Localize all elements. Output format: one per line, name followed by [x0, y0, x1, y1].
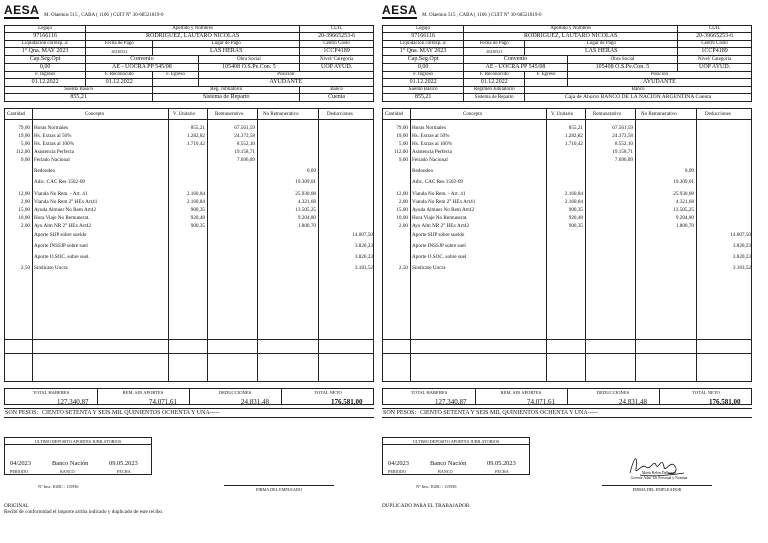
cell-norem: 0,09 [684, 168, 694, 174]
concept-row [5, 206, 373, 214]
amount-in-words [382, 408, 752, 418]
label-regimen: Reg. Jubilatorio [153, 87, 300, 94]
concept-row [383, 148, 751, 156]
cell-unit: 855,21 [190, 125, 205, 131]
cell-concept: Asistencia Perfecta [412, 149, 452, 155]
concept-row [5, 148, 373, 156]
concepts-table [382, 108, 752, 382]
cell-qty: 112,00 [393, 149, 408, 155]
concept-row [383, 124, 751, 132]
cell-qty: 2,00 [398, 223, 408, 229]
cell-unit: 2.160,84 [186, 191, 205, 197]
cell-rem: 7.696,89 [236, 157, 255, 163]
concepts-header [5, 109, 373, 120]
deposit-fecha: 09.05.2023 [487, 460, 516, 467]
cell-qty: 2,50 [398, 265, 408, 271]
cell-ded: 3.820,23 [354, 254, 373, 260]
concept-row [5, 190, 373, 198]
cell-qty: 12,00 [396, 191, 408, 197]
son-pesos-text: CIENTO SETENTA Y SEIS MIL QUINIENTOS OCHENTA Y UNA----- [420, 410, 598, 416]
cell-qty: 5,00 [398, 141, 408, 147]
fecha-pago-value: 20230521 [86, 48, 153, 56]
deposit-periodo: 04/2023 [388, 460, 409, 467]
cell-concept: Aporte O.SOC. sobre suel. [412, 254, 468, 260]
deposit-banco: Banco Nación [430, 460, 467, 467]
cell-norem: 9.204,80 [675, 215, 694, 221]
ingreso-value: 01.12.2022 [5, 79, 86, 87]
convenio-label: Convenio [86, 56, 198, 64]
convenio-label: Convenio [464, 56, 568, 64]
label-ingreso: F. Ingreso [383, 72, 464, 79]
son-pesos-text: CIENTO SETENTA Y SEIS MIL QUINIENTOS OCHENTA Y UNA----- [42, 410, 220, 416]
cell-concept: Aporte INSSJP sobre suel [412, 243, 466, 249]
concept-row [383, 198, 751, 206]
cell-qty: 9,00 [398, 157, 408, 163]
cell-norem: 25.930,08 [295, 191, 316, 197]
label-egreso: F. Egreso [153, 72, 198, 79]
concept-row [383, 156, 751, 164]
deposit-banco-label: BANCO [438, 469, 453, 474]
posicion-value: AYUDANTE [567, 79, 751, 87]
cell-rem: 8.552,10 [236, 141, 255, 147]
cell-rem: 7.696,89 [614, 157, 633, 163]
legajo-value: 97166116 [5, 33, 86, 41]
cell-concept: Hs. Extras al 100% [412, 141, 453, 147]
cell-norem: 19.309,01 [673, 179, 694, 185]
cell-unit: 900,35 [190, 207, 205, 213]
concept-row [5, 198, 373, 206]
cell-qty: 5,00 [20, 141, 30, 147]
rem-sin-aportes-value: 74.071,61 [149, 398, 177, 406]
totals-box [382, 388, 752, 405]
concept-row [5, 178, 373, 186]
col-remunerativo: Remunerativo [593, 112, 622, 117]
cell-concept: Redondeo [34, 168, 56, 174]
cell-rem: 19.158,71 [234, 149, 255, 155]
cell-qty: 19,00 [396, 133, 408, 139]
cell-concept: Horas Normales [412, 125, 446, 131]
cell-concept: Adic. CAC Res 1502-09 [34, 179, 86, 185]
col-concepto: Concepto [463, 112, 483, 117]
col-deducciones: Deducciones [327, 112, 353, 117]
inscription-number: N° Insc. IGRC : 115936 [416, 484, 457, 489]
deposit-periodo-label: PERIODO [388, 469, 407, 474]
deposit-periodo: 04/2023 [10, 460, 31, 467]
employee-signature-line: FIRMA DEL EMPLEADO [224, 485, 334, 492]
lugar-value: LAS HERAS [525, 48, 678, 56]
inscription-number: N° Insc. IGRC : 115936 [38, 484, 79, 489]
cell-concept: Ayuda Almuer No Rem Art42 [412, 207, 475, 213]
cell-unit: 920,48 [568, 215, 583, 221]
cell-qty: 112,00 [15, 149, 30, 155]
label-nivel: Nivel/ Categoria [678, 56, 752, 64]
cell-qty: 15,00 [396, 207, 408, 213]
label-legajo: Legajo [383, 26, 464, 33]
deposit-banco: Banco Nación [52, 460, 89, 467]
receipt-header [4, 4, 374, 26]
concept-row [383, 264, 751, 272]
obra-social-value: 105408 O.S.Pe.Con. 5 [198, 64, 300, 72]
total-haberes-label: TOTAL HABERES [32, 390, 70, 395]
cell-ded: 3.820,23 [732, 243, 751, 249]
cell-qty: 79,00 [18, 125, 30, 131]
total-neto-label: TOTAL NETO [692, 390, 720, 395]
original-footer [4, 503, 163, 515]
employee-info-table [382, 25, 752, 102]
total-neto-value: 176.581,00 [331, 398, 363, 406]
cell-qty: 2,50 [20, 265, 30, 271]
cell-qty: 12,00 [18, 191, 30, 197]
duplicate-label: DUPLICADO PARA EL TRABAJADOR [382, 503, 470, 509]
cap-value: 0,00 [383, 64, 464, 72]
regimen-value: Sistema de Reparto [464, 94, 525, 102]
cell-rem: 24.373,58 [612, 133, 633, 139]
label-cuil: CUIL [678, 26, 752, 33]
duplicate-footer [382, 503, 469, 509]
deposit-banco-label: BANCO [60, 469, 75, 474]
cell-unit: 1.710,42 [186, 141, 205, 147]
cell-unit: 900,35 [190, 223, 205, 229]
deposit-title: ULTIMO DEPOSITO APORTES JUBILATORIOS [5, 438, 151, 445]
concept-row [383, 140, 751, 148]
cell-concept: Vianda No Rem. - Art. 41 [412, 191, 466, 197]
ingreso-value: 01.12.2022 [383, 79, 464, 87]
label-ingreso: F. Ingreso [5, 72, 86, 79]
rem-sin-aportes-label: REM. SIN APORTES [500, 390, 542, 395]
cell-concept: Feriado Nacional [412, 157, 448, 163]
periodo-value: 1° Qna. MAY 2023 [5, 48, 86, 56]
obra-social-value: 105408 O.S.Pe.Con. 5 [567, 64, 678, 72]
cell-norem: 25.930,08 [673, 191, 694, 197]
cell-qty: 9,00 [20, 157, 30, 163]
legajo-value: 97166116 [383, 33, 464, 41]
cell-concept: Sindicato Uocra [34, 265, 68, 271]
receipt-duplicate [382, 0, 752, 543]
deducciones-value: 24.831,48 [619, 398, 647, 406]
cell-qty: 10,00 [396, 215, 408, 221]
rem-sin-aportes-label: REM. SIN APORTES [122, 390, 164, 395]
cell-qty: 10,00 [18, 215, 30, 221]
cell-norem: 1.800,70 [675, 223, 694, 229]
amount-in-words [4, 408, 374, 418]
col-cantidad: Cantidad [385, 112, 404, 117]
cell-unit: 900,35 [568, 223, 583, 229]
label-nombre: Apellido y Nombres [464, 26, 678, 33]
label-obra-social: Obra Social [567, 56, 678, 64]
cell-concept: Hora Viaje No Remunerat. [412, 215, 468, 221]
company-address: M. Olaemus 515 , CABA ( 1106 ) CUIT N° 30-68521819-0 [44, 13, 164, 18]
deposit-title: ULTIMO DEPOSITO APORTES JUBILATORIOS [383, 438, 529, 445]
egreso-value [153, 79, 198, 87]
label-fecha-pago: Fecha de Pago [86, 41, 153, 48]
concept-row [5, 124, 373, 132]
concept-row [383, 206, 751, 214]
label-banco: Banco [300, 87, 374, 94]
sueldo-value: 855,21 [383, 94, 464, 102]
cap-label: Cap.Seg.Opt [5, 56, 86, 64]
cell-concept: Aporte INSSJP sobre suel [34, 243, 88, 249]
concept-row [383, 222, 751, 230]
col-no-remunerativo: No Remunerativo [263, 112, 299, 117]
concept-row [383, 231, 751, 239]
cap-value: 0,00 [5, 64, 86, 72]
cell-rem: 19.158,71 [612, 149, 633, 155]
cell-qty: 15,00 [18, 207, 30, 213]
original-label: ORIGINAL [4, 503, 30, 509]
deducciones-label: DEDUCCIONES [596, 390, 630, 395]
receipt-original [4, 0, 374, 543]
cell-concept: Hs. Extras al 50% [412, 133, 450, 139]
cell-ded: 3.183,52 [732, 265, 751, 271]
cell-concept: Ayuda Almuer No Rem Art42 [34, 207, 97, 213]
cell-qty: 19,00 [18, 133, 30, 139]
cell-qty: 2,00 [398, 199, 408, 205]
cap-label: Cap.Seg.Opt [383, 56, 464, 64]
label-liquidacion: Liquidación corresp. a: [5, 41, 86, 48]
reconocido-value: 01.12.2022 [464, 79, 525, 87]
employee-info-table [4, 25, 374, 102]
cell-unit: 1.282,82 [564, 133, 583, 139]
col-unitario: V. Unitario [551, 112, 574, 117]
son-pesos-label: SON PESOS: [383, 410, 417, 416]
label-centro-costo: Centro Costo [300, 41, 374, 48]
label-fecha-pago: Fecha de Pago [464, 41, 525, 48]
col-no-remunerativo: No Remunerativo [641, 112, 677, 117]
cell-norem: 13.505,25 [673, 207, 694, 213]
cell-unit: 1.710,42 [564, 141, 583, 147]
cell-concept: Vianda No Rem. - Art. 41 [34, 191, 88, 197]
nivel-value: UOP AYUD. [300, 64, 374, 72]
concepts-table [4, 108, 374, 382]
concept-row [5, 264, 373, 272]
concept-row [5, 156, 373, 164]
deposit-periodo-label: PERIODO [10, 469, 29, 474]
banco-value: Cuenta [300, 94, 374, 102]
label-centro-costo: Centro Costo [678, 41, 752, 48]
col-cantidad: Cantidad [7, 112, 26, 117]
cell-concept: Hs. Extras al 100% [34, 141, 75, 147]
label-legajo: Legajo [5, 26, 86, 33]
company-address: M. Olaemus 515 , CABA ( 1106 ) CUIT N° 30-68521819-0 [422, 13, 542, 18]
sueldo-value: 855,21 [5, 94, 153, 102]
signer-name: Marta Belen Dalbosco [641, 471, 677, 475]
col-deducciones: Deducciones [705, 112, 731, 117]
cell-unit: 920,48 [190, 215, 205, 221]
concept-row [5, 242, 373, 250]
convenio-value: AE - UOCRA PP 545/08 [464, 64, 568, 72]
deposit-box [4, 437, 152, 475]
deposit-fecha-label: FECHA [117, 469, 131, 474]
label-nivel: Nivel/ Categoria [300, 56, 374, 64]
conformity-text: Recibí de conformidad el importe arriba indicado y duplicado de este recibo. [4, 509, 164, 515]
label-obra-social: Obra Social [198, 56, 300, 64]
label-lugar-pago: Lugar de Pago [153, 41, 300, 48]
cell-concept: Feriado Nacional [34, 157, 70, 163]
concept-row [5, 222, 373, 230]
deposit-box [382, 437, 530, 475]
posicion-value: AYUDANTE [198, 79, 373, 87]
cell-qty: 2,00 [20, 199, 30, 205]
total-neto-value: 176.581,00 [709, 398, 741, 406]
cell-norem: 4.321,68 [675, 199, 694, 205]
cell-concept: Vianda No Rem 2° HEx Art41 [412, 199, 476, 205]
son-pesos-label: SON PESOS: [5, 410, 39, 416]
cell-unit: 900,35 [568, 207, 583, 213]
concept-row [5, 132, 373, 140]
periodo-value: 1° Qna. MAY 2023 [383, 48, 464, 56]
employer-signature-line: FIRMA DEL EMPLEADOR [602, 485, 712, 492]
cell-unit: 855,21 [568, 125, 583, 131]
label-lugar-pago: Lugar de Pago [525, 41, 678, 48]
label-posicion: Posición [198, 72, 373, 79]
centro-value: 1CCP4189 [678, 48, 752, 56]
concept-row [383, 190, 751, 198]
cell-norem: 13.505,25 [295, 207, 316, 213]
concept-row [5, 214, 373, 222]
cuil-value: 20-39665253-6 [300, 33, 374, 41]
cell-unit: 2.160,84 [186, 199, 205, 205]
totals-box [4, 388, 374, 405]
cell-concept: Vianda No Rem 2° HEx Art41 [34, 199, 98, 205]
cell-concept: Hs. Extras al 50% [34, 133, 72, 139]
banco-value: Caja de Ahorro BANCO DE LA NACION ARGENTINA Cuenta [525, 94, 752, 102]
deposit-fecha: 09.05.2023 [109, 460, 138, 467]
label-egreso: F. Egreso [525, 72, 567, 79]
cell-concept: Aporte O.SOC. sobre suel. [34, 254, 90, 260]
col-remunerativo: Remunerativo [215, 112, 244, 117]
deposit-fecha-label: FECHA [495, 469, 509, 474]
concept-row [383, 253, 751, 261]
signer-role: Gerente Adm. De Personal y Nomina [630, 475, 688, 480]
label-sueldo: Sueldo Básico [383, 87, 464, 94]
cell-norem: 1.800,70 [297, 223, 316, 229]
concept-row [383, 214, 751, 222]
egreso-value [525, 79, 567, 87]
cell-concept: Ayu Alm NR 2° HEx Art42 [34, 223, 92, 229]
label-cuil: CUIL [300, 26, 374, 33]
label-liquidacion: Liquidación corresp. a: [383, 41, 464, 48]
col-concepto: Concepto [85, 112, 105, 117]
cell-concept: Aporte SIJP sobre sueldo [412, 232, 465, 238]
cell-rem: 67.561,59 [612, 125, 633, 131]
convenio-value: AE - UOCRA PP 545/08 [86, 64, 198, 72]
cell-unit: 1.282,82 [186, 133, 205, 139]
nombre-value: RODRIGUEZ, LAUTARO NICOLAS [464, 33, 678, 41]
label-banco: Banco [525, 87, 752, 94]
cell-concept: Hora Viaje No Remunerat. [34, 215, 90, 221]
cell-unit: 2.160,84 [564, 199, 583, 205]
concept-row [383, 167, 751, 175]
cell-rem: 8.552,10 [614, 141, 633, 147]
col-unitario: V. Unitario [173, 112, 196, 117]
label-regimen: Régimen Jubilatorio [464, 87, 525, 94]
total-haberes-value: 127.340,87 [57, 398, 89, 406]
label-reconocido: F. Reconocido [464, 72, 525, 79]
label-reconocido: F. Reconocido [86, 72, 153, 79]
regimen-value: Sistema de Reparto [153, 94, 300, 102]
concepts-header [383, 109, 751, 120]
concept-row [5, 140, 373, 148]
total-haberes-label: TOTAL HABERES [410, 390, 448, 395]
concept-row [5, 231, 373, 239]
deducciones-value: 24.831,48 [241, 398, 269, 406]
receipt-header [382, 4, 752, 26]
cell-concept: Asistencia Perfecta [34, 149, 74, 155]
cell-ded: 3.820,23 [732, 254, 751, 260]
cell-ded: 3.183,52 [354, 265, 373, 271]
cell-qty: 2,00 [20, 223, 30, 229]
cell-norem: 0,09 [306, 168, 316, 174]
cell-concept: Sindicato Uocra [412, 265, 446, 271]
total-haberes-value: 127.340,87 [435, 398, 467, 406]
company-logo: AESA [382, 3, 418, 17]
cell-rem: 67.561,59 [234, 125, 255, 131]
nivel-value: UOP AYUD. [678, 64, 752, 72]
concept-row [383, 132, 751, 140]
label-posicion: Posición [567, 72, 751, 79]
cell-qty: 79,00 [396, 125, 408, 131]
fecha-pago-value: 20230521 [464, 48, 525, 56]
concept-row [5, 253, 373, 261]
cell-ded: 14.007,50 [352, 232, 373, 238]
lugar-value: LAS HERAS [153, 48, 300, 56]
cell-norem: 19.309,01 [295, 179, 316, 185]
label-sueldo: Sueldo Básico [5, 87, 153, 94]
cell-concept: Adic. CAC Res 1502-09 [412, 179, 464, 185]
reconocido-value: 01.12.2022 [86, 79, 153, 87]
label-nombre: Apellido y Nombres [86, 26, 300, 33]
cell-unit: 2.160,84 [564, 191, 583, 197]
total-neto-label: TOTAL NETO [314, 390, 342, 395]
deducciones-label: DEDUCCIONES [218, 390, 252, 395]
company-logo: AESA [4, 3, 40, 17]
cell-norem: 4.321,68 [297, 199, 316, 205]
concept-row [383, 242, 751, 250]
concept-row [383, 178, 751, 186]
cuil-value: 20-39665253-6 [678, 33, 752, 41]
nombre-value: RODRIGUEZ, LAUTARO NICOLAS [86, 33, 300, 41]
cell-rem: 24.373,58 [234, 133, 255, 139]
rem-sin-aportes-value: 74.071,61 [527, 398, 555, 406]
cell-concept: Redondeo [412, 168, 434, 174]
cell-norem: 9.204,80 [297, 215, 316, 221]
cell-concept: Horas Normales [34, 125, 68, 131]
cell-concept: Ayu Alm NR 2° HEx Art42 [412, 223, 470, 229]
centro-value: 1CCP4189 [300, 48, 374, 56]
concept-row [5, 167, 373, 175]
cell-concept: Aporte SIJP sobre sueldo [34, 232, 87, 238]
cell-ded: 3.820,23 [354, 243, 373, 249]
cell-ded: 14.007,50 [730, 232, 751, 238]
signer-block [614, 471, 704, 480]
